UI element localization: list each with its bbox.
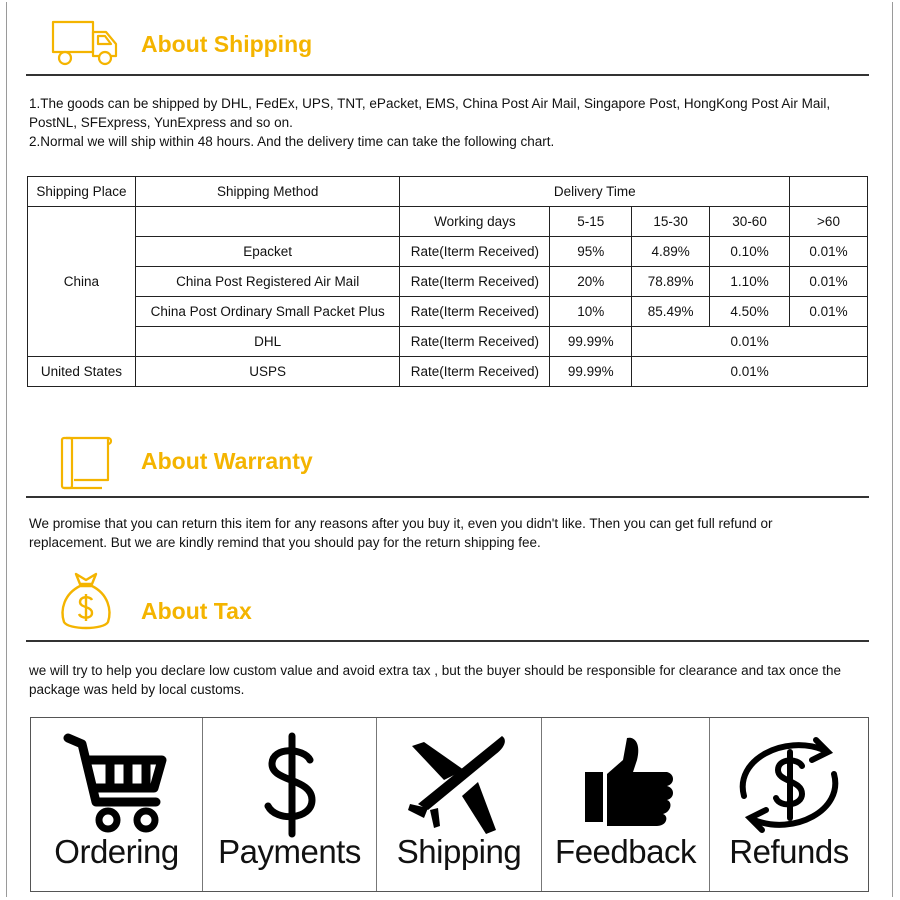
value-cell: 0.01%: [632, 327, 868, 357]
rate-label-cell: Rate(Iterm Received): [400, 267, 550, 297]
step-label: Payments: [218, 833, 361, 870]
value-cell: 4.50%: [710, 297, 790, 327]
method-cell: China Post Registered Air Mail: [135, 267, 400, 297]
step-label: Refunds: [729, 833, 849, 870]
warranty-header: [26, 428, 869, 498]
value-cell: 0.01%: [790, 237, 868, 267]
warranty-text: We promise that you can return this item for any reasons after you buy it, even you didn't like. Then you can get full refund or replacement. But we are kindly remind that you should pay for the return shipping fee.: [29, 516, 773, 550]
table-row: [28, 297, 868, 327]
value-cell: 0.10%: [710, 237, 790, 267]
subheader-15-30: 15-30: [632, 207, 710, 237]
header-shipping-method: Shipping Method: [135, 177, 400, 207]
value-cell: 0.01%: [632, 357, 868, 387]
shopping-cart-icon: [62, 730, 172, 840]
tax-header: [26, 572, 869, 642]
money-bag-icon: [56, 570, 116, 634]
tax-title: About Tax: [141, 598, 252, 624]
subheader-empty: [135, 207, 400, 237]
subheader-working-days: Working days: [400, 207, 550, 237]
value-cell: 0.01%: [790, 267, 868, 297]
step-refunds: [710, 718, 868, 891]
process-strip: [30, 717, 869, 892]
step-label: Ordering: [54, 833, 179, 870]
tax-text: we will try to help you declare low custom value and avoid extra tax , but the buyer should be responsible for clearance and tax once the package was held by local customs.: [29, 663, 841, 697]
header-empty: [790, 177, 868, 207]
header-delivery-time: Delivery Time: [400, 177, 790, 207]
method-cell: Epacket: [135, 237, 400, 267]
method-cell: USPS: [135, 357, 400, 387]
place-china: China: [28, 207, 136, 357]
place-united-states: United States: [28, 357, 136, 387]
refund-dollar-icon: [724, 730, 854, 840]
shipping-header: [26, 6, 869, 76]
truck-icon: [50, 16, 120, 68]
step-shipping: [377, 718, 542, 891]
step-label: Shipping: [396, 833, 522, 870]
rate-label-cell: Rate(Iterm Received): [400, 237, 550, 267]
value-cell: 99.99%: [550, 327, 632, 357]
shipping-line-1: 1.The goods can be shipped by DHL, FedEx, UPS, TNT, ePacket, EMS, China Post Air Mail, Singapore Post, HongKong Post Air Mail, PostNL, SFExpress, YunExpress and so on.: [29, 96, 831, 130]
value-cell: 99.99%: [550, 357, 632, 387]
value-cell: 0.01%: [790, 297, 868, 327]
method-cell: DHL: [135, 327, 400, 357]
shipping-line-2: 2.Normal we will ship within 48 hours. And the delivery time can take the following chart.: [29, 134, 555, 149]
subheader-over-60: >60: [790, 207, 868, 237]
shipping-divider: [26, 74, 869, 76]
shipping-title: About Shipping: [141, 31, 313, 57]
value-cell: 95%: [550, 237, 632, 267]
delivery-time-table: [27, 176, 868, 387]
header-shipping-place: Shipping Place: [28, 177, 136, 207]
thumbs-up-icon: [571, 730, 681, 840]
subheader-5-15: 5-15: [550, 207, 632, 237]
tax-divider: [26, 640, 869, 642]
value-cell: 78.89%: [632, 267, 710, 297]
step-ordering: [31, 718, 203, 891]
table-header-row: [28, 177, 868, 207]
value-cell: 20%: [550, 267, 632, 297]
value-cell: 1.10%: [710, 267, 790, 297]
table-row: [28, 357, 868, 387]
step-label: Feedback: [555, 833, 696, 870]
rate-label-cell: Rate(Iterm Received): [400, 297, 550, 327]
scroll-icon: [56, 432, 116, 492]
table-row: [28, 237, 868, 267]
warranty-divider: [26, 496, 869, 498]
table-row: [28, 327, 868, 357]
method-cell: China Post Ordinary Small Packet Plus: [135, 297, 400, 327]
table-subheader-row: [28, 207, 868, 237]
step-feedback: [542, 718, 710, 891]
warranty-title: About Warranty: [141, 448, 313, 474]
step-payments: [203, 718, 377, 891]
airplane-icon: [404, 730, 514, 840]
subheader-30-60: 30-60: [710, 207, 790, 237]
dollar-sign-icon: [240, 730, 340, 840]
value-cell: 10%: [550, 297, 632, 327]
value-cell: 85.49%: [632, 297, 710, 327]
table-row: [28, 267, 868, 297]
value-cell: 4.89%: [632, 237, 710, 267]
rate-label-cell: Rate(Iterm Received): [400, 327, 550, 357]
rate-label-cell: Rate(Iterm Received): [400, 357, 550, 387]
